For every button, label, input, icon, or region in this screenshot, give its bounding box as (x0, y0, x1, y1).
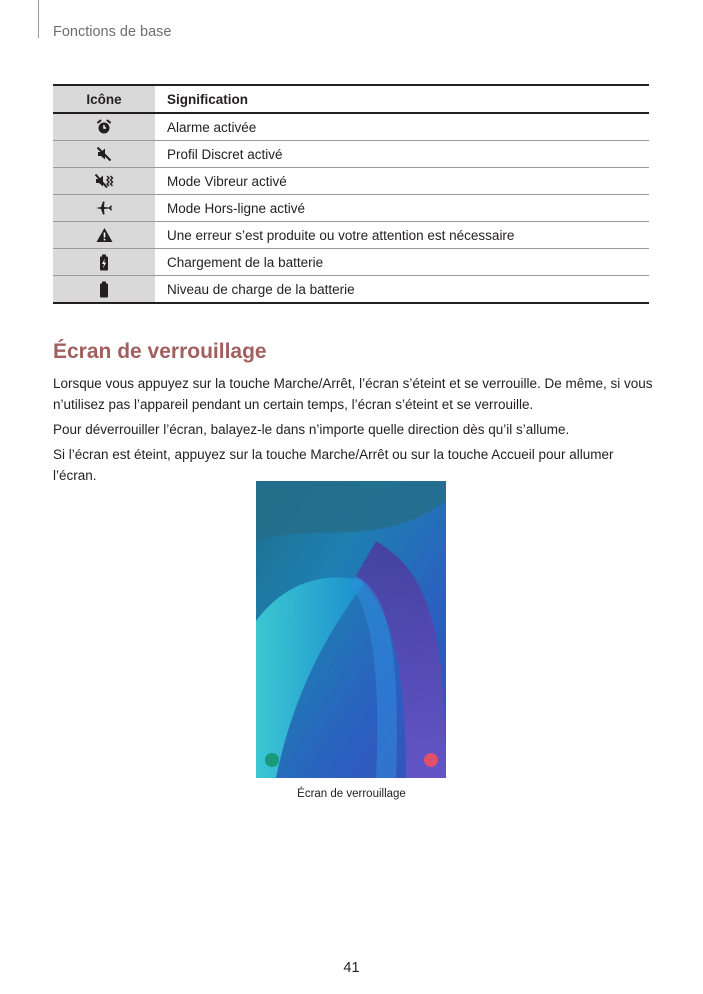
table-row (53, 276, 649, 304)
table-row (53, 249, 649, 276)
table-row (53, 113, 649, 141)
table-header-row (53, 85, 649, 113)
airplane-icon (95, 200, 113, 216)
column-header-meaning: Signification (155, 85, 649, 113)
lockscreen-image (256, 481, 446, 778)
warning-icon (96, 227, 113, 243)
row-meaning: Mode Vibreur activé (155, 168, 649, 195)
mute-icon (96, 146, 112, 162)
row-meaning: Chargement de la batterie (155, 249, 649, 276)
table-row (53, 195, 649, 222)
paragraph: Lorsque vous appuyez sur la touche Marche/Arrêt, l’écran s’éteint et se verrouille. De même, si vous n’utilisez pas l’appareil pendant un certain temps, l’écran s’éteint et se verrouille. (53, 376, 653, 412)
section-title: Écran de verrouillage (53, 340, 267, 363)
vibrate-icon (94, 173, 114, 189)
row-meaning: Profil Discret activé (155, 141, 649, 168)
phone-shortcut-icon (265, 753, 279, 767)
table-row (53, 222, 649, 249)
battery-charging-icon (99, 254, 109, 271)
paragraph: Si l’écran est éteint, appuyez sur la touche Marche/Arrêt ou sur la touche Accueil pour allumer l’écran. (53, 447, 614, 483)
row-meaning: Mode Hors-ligne activé (155, 195, 649, 222)
table-row (53, 141, 649, 168)
running-header: Fonctions de base (53, 24, 172, 40)
row-meaning: Alarme activée (155, 113, 649, 141)
page-number: 41 (343, 960, 360, 976)
table-row (53, 168, 649, 195)
battery-level-icon (99, 281, 109, 298)
row-meaning: Niveau de charge de la batterie (155, 276, 649, 304)
camera-shortcut-icon (424, 753, 438, 767)
paragraph: Pour déverrouiller l’écran, balayez-le dans n’importe quelle direction dès qu’il s’allume. (53, 422, 570, 437)
header-rule (38, 0, 39, 38)
column-header-icon: Icône (53, 85, 155, 113)
alarm-icon (96, 119, 112, 135)
icon-table (53, 84, 649, 304)
row-meaning: Une erreur s’est produite ou votre attention est nécessaire (155, 222, 649, 249)
figure-caption: Écran de verrouillage (297, 788, 406, 800)
